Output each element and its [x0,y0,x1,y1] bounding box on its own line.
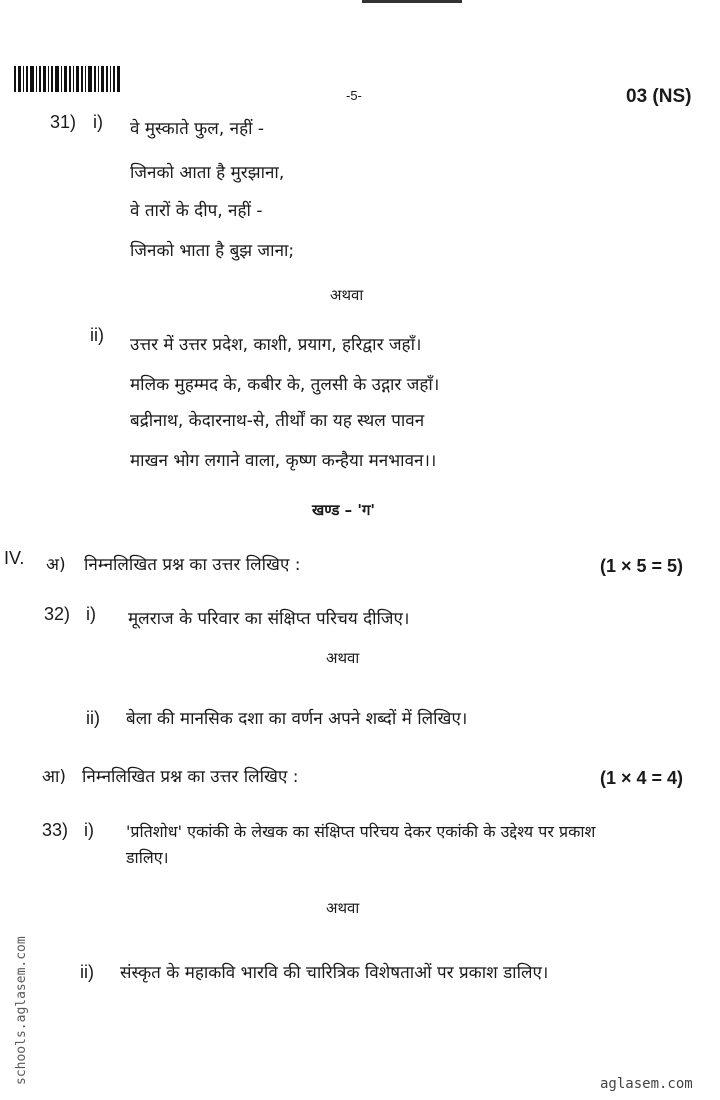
footer-url: aglasem.com [600,1076,693,1092]
option-label: i) [84,820,94,840]
question-text: संस्कृत के महाकवि भारवि की चारित्रिक विशेषताओं पर प्रकाश डालिए। [120,963,549,983]
page-number: -5- [346,88,362,103]
or-separator: अथवा [326,649,360,667]
section-title: खण्ड – 'ग' [312,501,375,519]
option-label: ii) [90,325,104,345]
barcode [14,66,122,92]
paper-code: 03 (NS) [626,86,692,107]
option-label: i) [93,112,103,132]
subpart-label: आ) [42,767,67,787]
top-edge-mark [362,0,462,3]
question-number: 32) [44,604,71,624]
poem-line: मलिक मुहम्मद के, कबीर के, तुलसी के उद्गार जहाँ। [130,375,440,395]
option-label: i) [86,604,96,624]
or-separator: अथवा [326,899,360,917]
poem-line: जिनको आता है मुरझाना, [130,163,285,183]
option-label: ii) [86,708,100,728]
instruction: निम्नलिखित प्रश्न का उत्तर लिखिए : [82,767,299,787]
question-number: 31) [50,112,77,132]
watermark: schools.aglasem.com [14,936,29,1085]
or-separator: अथवा [330,286,364,304]
instruction: निम्नलिखित प्रश्न का उत्तर लिखिए : [84,555,301,575]
poem-line: वे मुस्काते फुल, नहीं - [130,119,265,139]
poem-line: जिनको भाता है बुझ जाना; [130,241,295,261]
question-text: डालिए। [126,848,169,867]
option-label: ii) [80,962,94,982]
marks: (1 × 5 = 5) [600,556,684,576]
marks: (1 × 4 = 4) [600,768,684,788]
poem-line: बद्रीनाथ, केदारनाथ-से, तीर्थों का यह स्थल पावन [130,411,425,431]
part-roman-numeral: IV. [4,548,25,568]
question-number: 33) [42,820,69,840]
poem-line: माखन भोग लगाने वाला, कृष्ण कन्हैया मनभावन।। [130,451,437,471]
question-text: बेला की मानसिक दशा का वर्णन अपने शब्दों में लिखिए। [126,709,468,729]
poem-line: वे तारों के दीप, नहीं - [130,201,263,221]
poem-line: उत्तर में उत्तर प्रदेश, काशी, प्रयाग, हरिद्वार जहाँ। [130,335,422,355]
subpart-label: अ) [46,555,66,575]
question-text: 'प्रतिशोध' एकांकी के लेखक का संक्षिप्त परिचय देकर एकांकी के उद्देश्य पर प्रकाश [126,822,596,841]
question-text: मूलराज के परिवार का संक्षिप्त परिचय दीजिए। [128,609,410,629]
